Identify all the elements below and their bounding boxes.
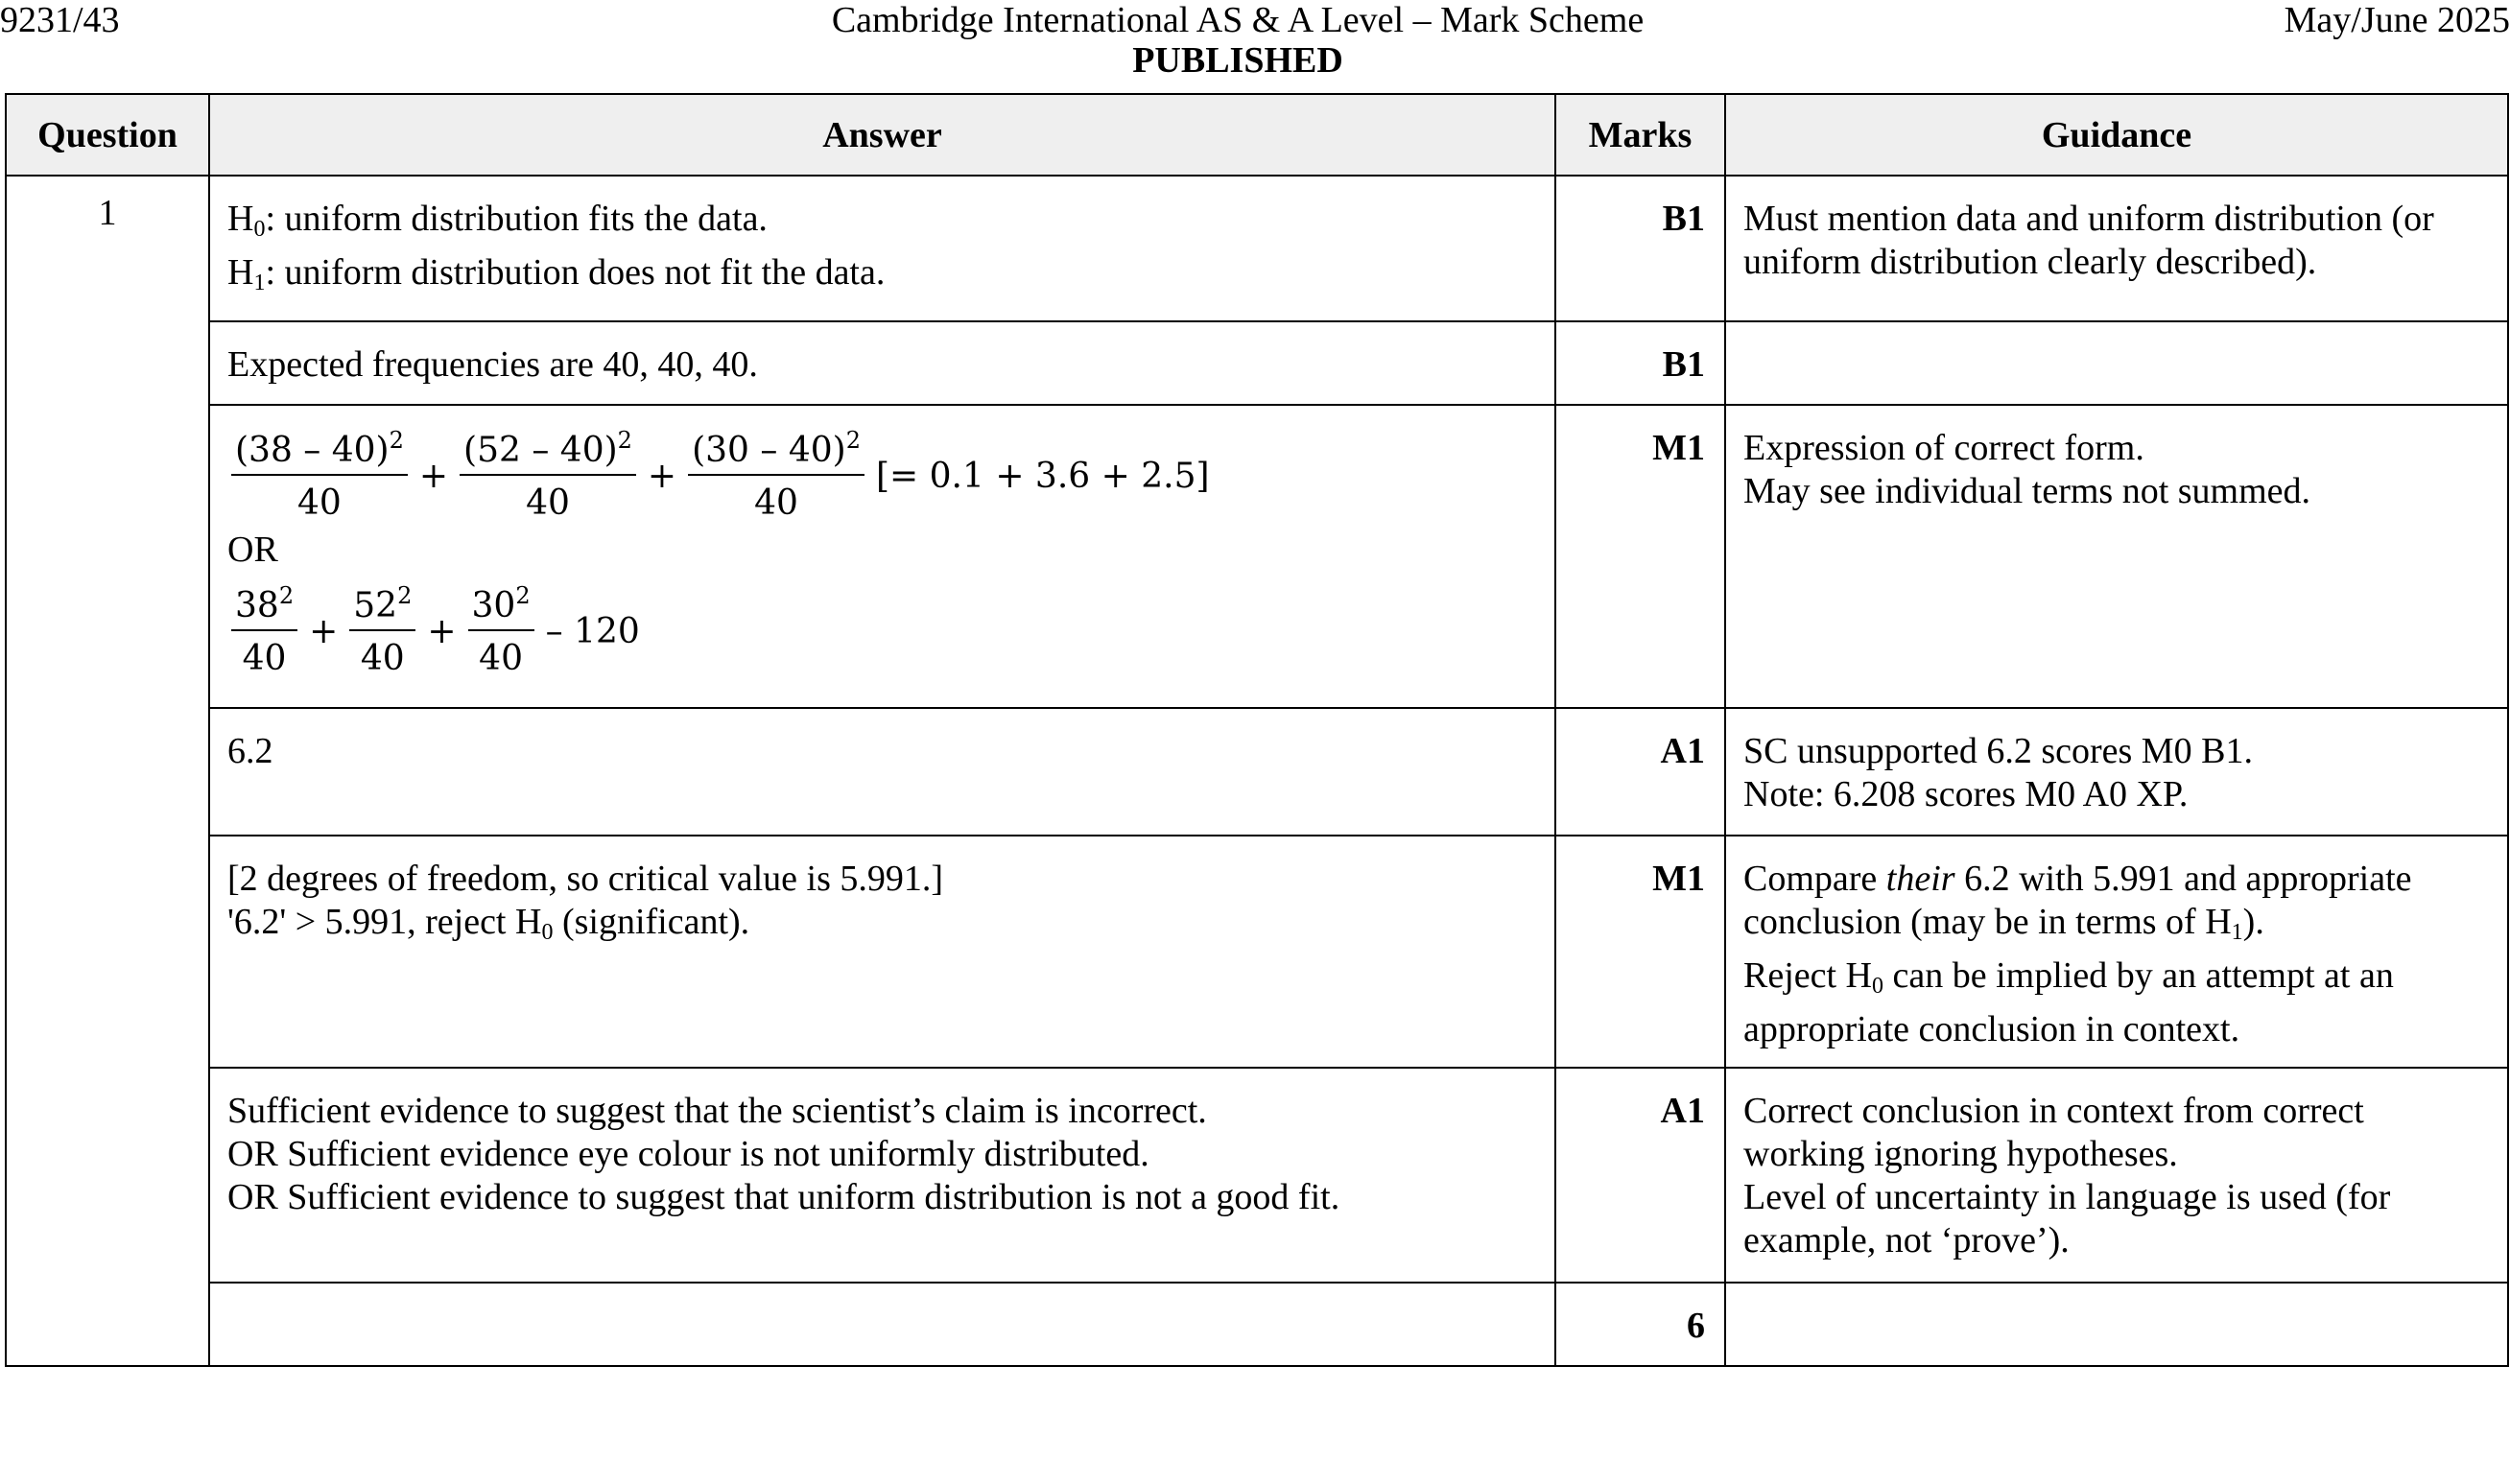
table-row <box>6 836 2508 1068</box>
guidance-cell: SC unsupported 6.2 scores M0 B1. Note: 6.208 scores M0 A0 XP. <box>1725 708 2508 836</box>
document-title: Cambridge International AS & A Level – Mark Scheme <box>831 0 1645 40</box>
published-label: PUBLISHED <box>1132 40 1343 81</box>
guidance-cell <box>1725 321 2508 405</box>
guidance-cell: Correct conclusion in context from correct working ignoring hypotheses. Level of uncertainty in language is used (for example, not ‘prove’). <box>1725 1068 2508 1283</box>
mark-cell: B1 <box>1555 321 1725 405</box>
exam-session: May/June 2025 <box>2284 0 2510 40</box>
mark-cell: A1 <box>1555 708 1725 836</box>
paper-code: 9231/43 <box>0 0 120 40</box>
chi-squared-expression: $\frac{(38 - 40)^2}{40}$ + $\frac{(52 - 40)^2}{40}$ + $\frac{(30 - 40)^2}{40}$ [= 0.1 + 3.6 + 2.5] <box>227 419 1537 525</box>
table-row <box>6 1068 2508 1283</box>
total-marks: 6 <box>1555 1283 1725 1366</box>
document-header <box>0 0 2475 81</box>
mark-cell: M1 <box>1555 405 1725 708</box>
evaluated-terms: [= 0.1 + 3.6 + 2.5] <box>875 456 1210 496</box>
fraction-term: $\frac{(38 - 40)^2}{40}$ <box>231 419 408 525</box>
guidance-cell <box>1725 1283 2508 1366</box>
table-row <box>6 176 2508 321</box>
mark-cell: M1 <box>1555 836 1725 1068</box>
alternative-hypothesis: $H_1$: uniform distribution does not fit the data. <box>227 252 886 295</box>
null-hypothesis: $H_0$: uniform distribution fits the data. <box>227 199 768 242</box>
answer-cell: Sufficient evidence to suggest that the scientist’s claim is incorrect. OR Sufficient evidence eye colour is not uniformly distributed. OR Sufficient evidence to suggest that uniform distribution is not a good fit. <box>209 1068 1555 1283</box>
fraction-term: $\frac{30^2}{40}$ <box>468 575 534 680</box>
answer-cell <box>209 1283 1555 1366</box>
guidance-cell: Must mention data and uniform distribution (or uniform distribution clearly described). <box>1725 176 2508 321</box>
fraction-term: $\frac{(30 - 40)^2}{40}$ <box>688 419 864 525</box>
column-header-marks: Marks <box>1555 94 1725 176</box>
column-header-question: Question <box>6 94 209 176</box>
answer-cell: Expected frequencies are 40, 40, 40. <box>209 321 1555 405</box>
alternative-expression: $\frac{38^2}{40}$ + $\frac{52^2}{40}$ + $\frac{30^2}{40}$ – 120 <box>227 575 1537 680</box>
column-header-guidance: Guidance <box>1725 94 2508 176</box>
answer-cell <box>209 176 1555 321</box>
answer-cell: [2 degrees of freedom, so critical value is 5.991.] '6.2' > 5.991, reject $H_0$ (significant). <box>209 836 1555 1068</box>
mark-cell: A1 <box>1555 1068 1725 1283</box>
guidance-cell: Expression of correct form. May see individual terms not summed. <box>1725 405 2508 708</box>
column-header-answer: Answer <box>209 94 1555 176</box>
mark-cell: B1 <box>1555 176 1725 321</box>
fraction-term: $\frac{52^2}{40}$ <box>349 575 415 680</box>
table-row <box>6 321 2508 405</box>
or-separator: OR <box>227 530 278 570</box>
fraction-term: $\frac{(52 - 40)^2}{40}$ <box>460 419 636 525</box>
fraction-term: $\frac{38^2}{40}$ <box>231 575 297 680</box>
answer-cell <box>209 405 1555 708</box>
mark-scheme-table <box>5 93 2509 1367</box>
table-row <box>6 405 2508 708</box>
table-header-row <box>6 94 2508 176</box>
answer-cell: 6.2 <box>209 708 1555 836</box>
table-row <box>6 708 2508 836</box>
guidance-cell: Compare their 6.2 with 5.991 and appropriate conclusion (may be in terms of $H_1$). Reject $H_0$ can be implied by an attempt at an appropriate conclusion in context. <box>1725 836 2508 1068</box>
question-number: 1 <box>6 176 209 1366</box>
total-row <box>6 1283 2508 1366</box>
